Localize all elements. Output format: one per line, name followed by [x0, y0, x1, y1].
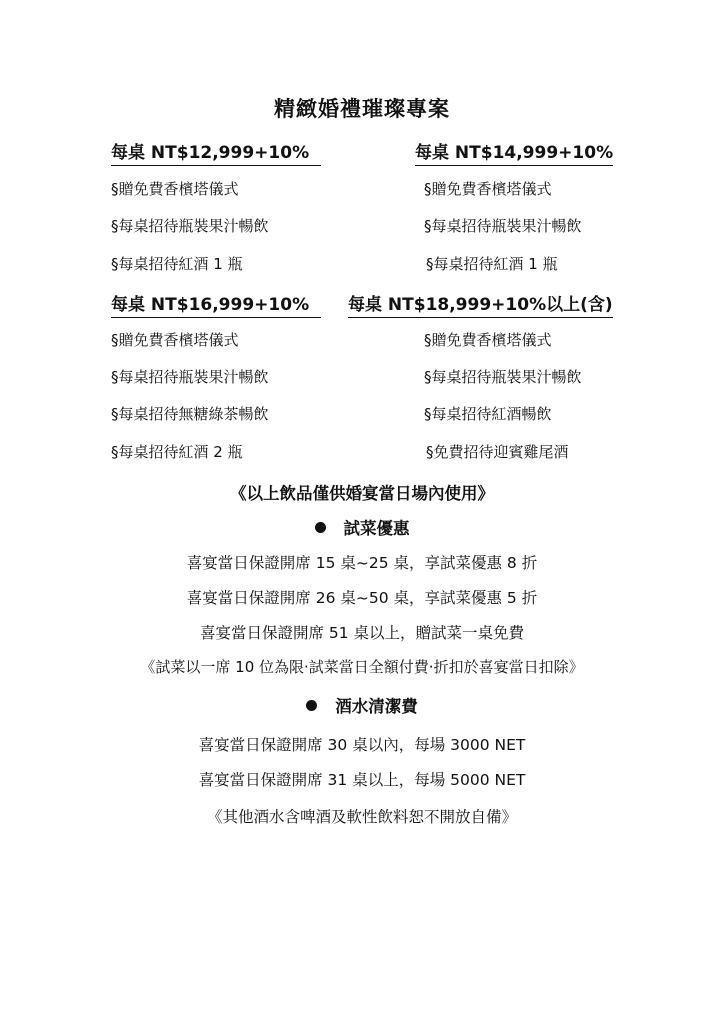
- plan-1-item: §贈免費香檳塔儀式: [111, 180, 239, 198]
- bullet-icon: [306, 700, 317, 711]
- plan-1-item: §每桌招待紅酒 1 瓶: [111, 255, 243, 273]
- plan-2-item: §每桌招待紅酒 1 瓶: [426, 255, 558, 273]
- plan-2-heading: 每桌 NT$14,999+10%: [415, 138, 613, 166]
- plan-2-item: §贈免費香檳塔儀式: [424, 180, 552, 198]
- plan-4-item: §每桌招待紅酒暢飲: [424, 405, 552, 423]
- plan-4-item: §免費招待迎賓雞尾酒: [426, 443, 569, 461]
- corkage-line: 喜宴當日保證開席 30 桌以內，每場 3000 NET: [198, 736, 526, 754]
- plan-3-item: §每桌招待紅酒 2 瓶: [111, 443, 243, 461]
- tasting-note: 《試菜以一席 10 位為限‧試菜當日全額付費‧折扣於喜宴當日扣除》: [140, 658, 584, 676]
- bullet-icon: [315, 522, 326, 533]
- plan-1-heading: 每桌 NT$12,999+10%: [111, 138, 321, 166]
- corkage-heading-text: 酒水清潔費: [335, 697, 418, 716]
- plan-3-heading: 每桌 NT$16,999+10%: [111, 290, 321, 318]
- plan-2-item: §每桌招待瓶裝果汁暢飲: [424, 217, 582, 235]
- drinks-note: 《以上飲品僅供婚宴當日場內使用》: [230, 484, 494, 503]
- tasting-heading-text: 試菜優惠: [343, 519, 410, 538]
- plan-4-item: §贈免費香檳塔儀式: [424, 331, 552, 349]
- plan-3-item: §每桌招待無糖綠茶暢飲: [111, 405, 269, 423]
- plan-3-item: §每桌招待瓶裝果汁暢飲: [111, 368, 269, 386]
- page-title: 精緻婚禮璀璨專案: [274, 97, 450, 121]
- plan-4-heading: 每桌 NT$18,999+10%以上(含): [348, 290, 613, 318]
- plan-4-item: §每桌招待瓶裝果汁暢飲: [424, 368, 582, 386]
- corkage-note: 《其他酒水含啤酒及軟性飲料恕不開放自備》: [206, 808, 517, 826]
- tasting-line: 喜宴當日保證開席 51 桌以上，贈試菜一桌免費: [199, 624, 525, 642]
- corkage-heading: [0, 693, 724, 717]
- plan-1-item: §每桌招待瓶裝果汁暢飲: [111, 217, 269, 235]
- tasting-line: 喜宴當日保證開席 15 桌~25 桌，享試菜優惠 8 折: [186, 554, 538, 572]
- corkage-line: 喜宴當日保證開席 31 桌以上，每場 5000 NET: [198, 771, 526, 789]
- plan-3-item: §贈免費香檳塔儀式: [111, 331, 239, 349]
- tasting-heading: [0, 515, 724, 539]
- tasting-line: 喜宴當日保證開席 26 桌~50 桌，享試菜優惠 5 折: [186, 589, 538, 607]
